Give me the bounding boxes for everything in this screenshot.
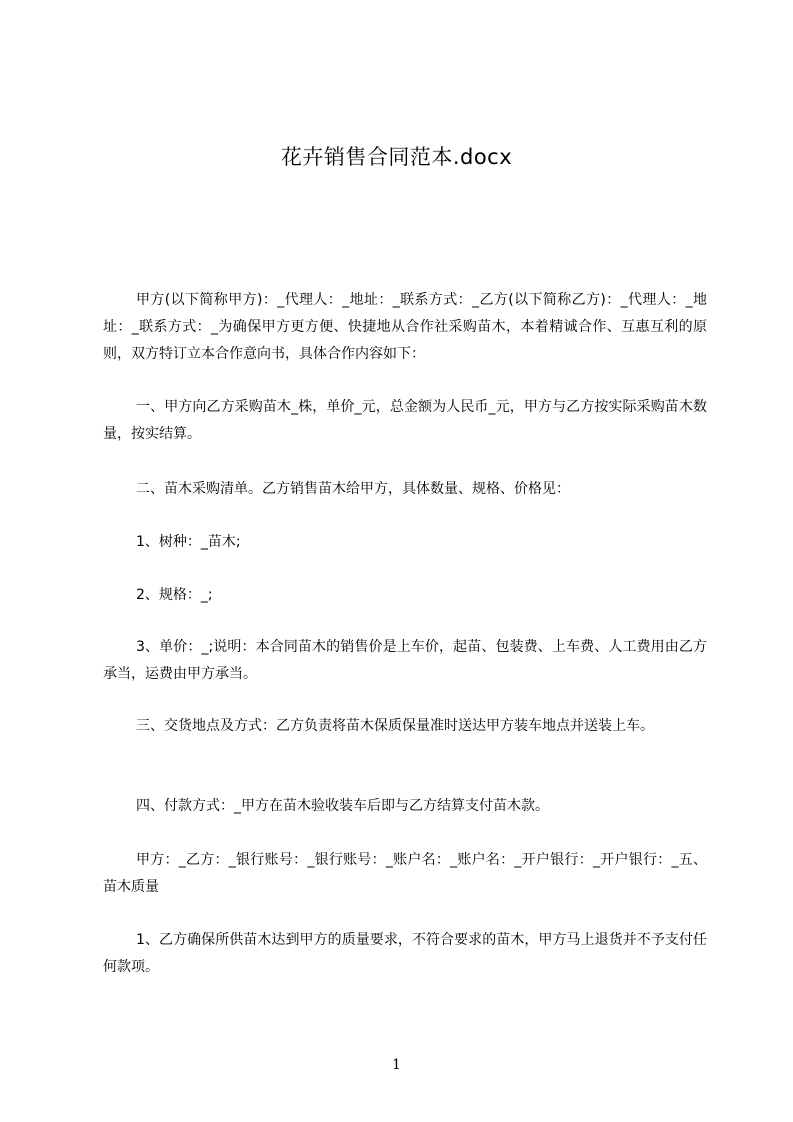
paragraph-item-price: 3、单价：_;说明：本合同苗木的销售价是上车价，起苗、包装费、上车费、人工费用由乙方承当，运费由甲方承当。 [103, 639, 707, 682]
page-number: 1 [392, 1057, 401, 1073]
paragraph-clause-4: 四、付款方式：_甲方在苗木验收装车后即与乙方结算支付苗木款。 [136, 798, 549, 814]
paragraph-parties: 甲方(以下简称甲方)：_代理人：_地址：_联系方式：_乙方(以下简称乙方)：_代理人：_地址：_联系方式：_为确保甲方更方便、快捷地从合作社采购苗木，本着精诚合作、互惠互利的原则，双方特订立本合作意向书，具体合作内容如下： [103, 292, 707, 362]
paragraph-clause-3: 三、交货地点及方式：乙方负责将苗木保质保量准时送达甲方装车地点并送装上车。 [136, 718, 654, 734]
paragraph-clause-1: 一、甲方向乙方采购苗木_株，单价_元，总金额为人民币_元，甲方与乙方按实际采购苗木数量，按实结算。 [103, 399, 707, 442]
paragraph-bank-info: 甲方：_乙方：_银行账号：_银行账号：_账户名：_账户名：_开户银行：_开户银行：_五、苗木质量 [103, 852, 707, 895]
paragraph-quality-1: 1、乙方确保所供苗木达到甲方的质量要求，不符合要求的苗木，甲方马上退货并不予支付任何款项。 [103, 932, 707, 975]
paragraph-item-species: 1、树种：_苗木; [136, 534, 241, 550]
paragraph-clause-2: 二、苗木采购清单。乙方销售苗木给甲方，具体数量、规格、价格见： [136, 481, 570, 497]
paragraph-item-spec: 2、规格：_; [136, 587, 213, 603]
document-title: 花卉销售合同范本.docx [280, 145, 513, 169]
